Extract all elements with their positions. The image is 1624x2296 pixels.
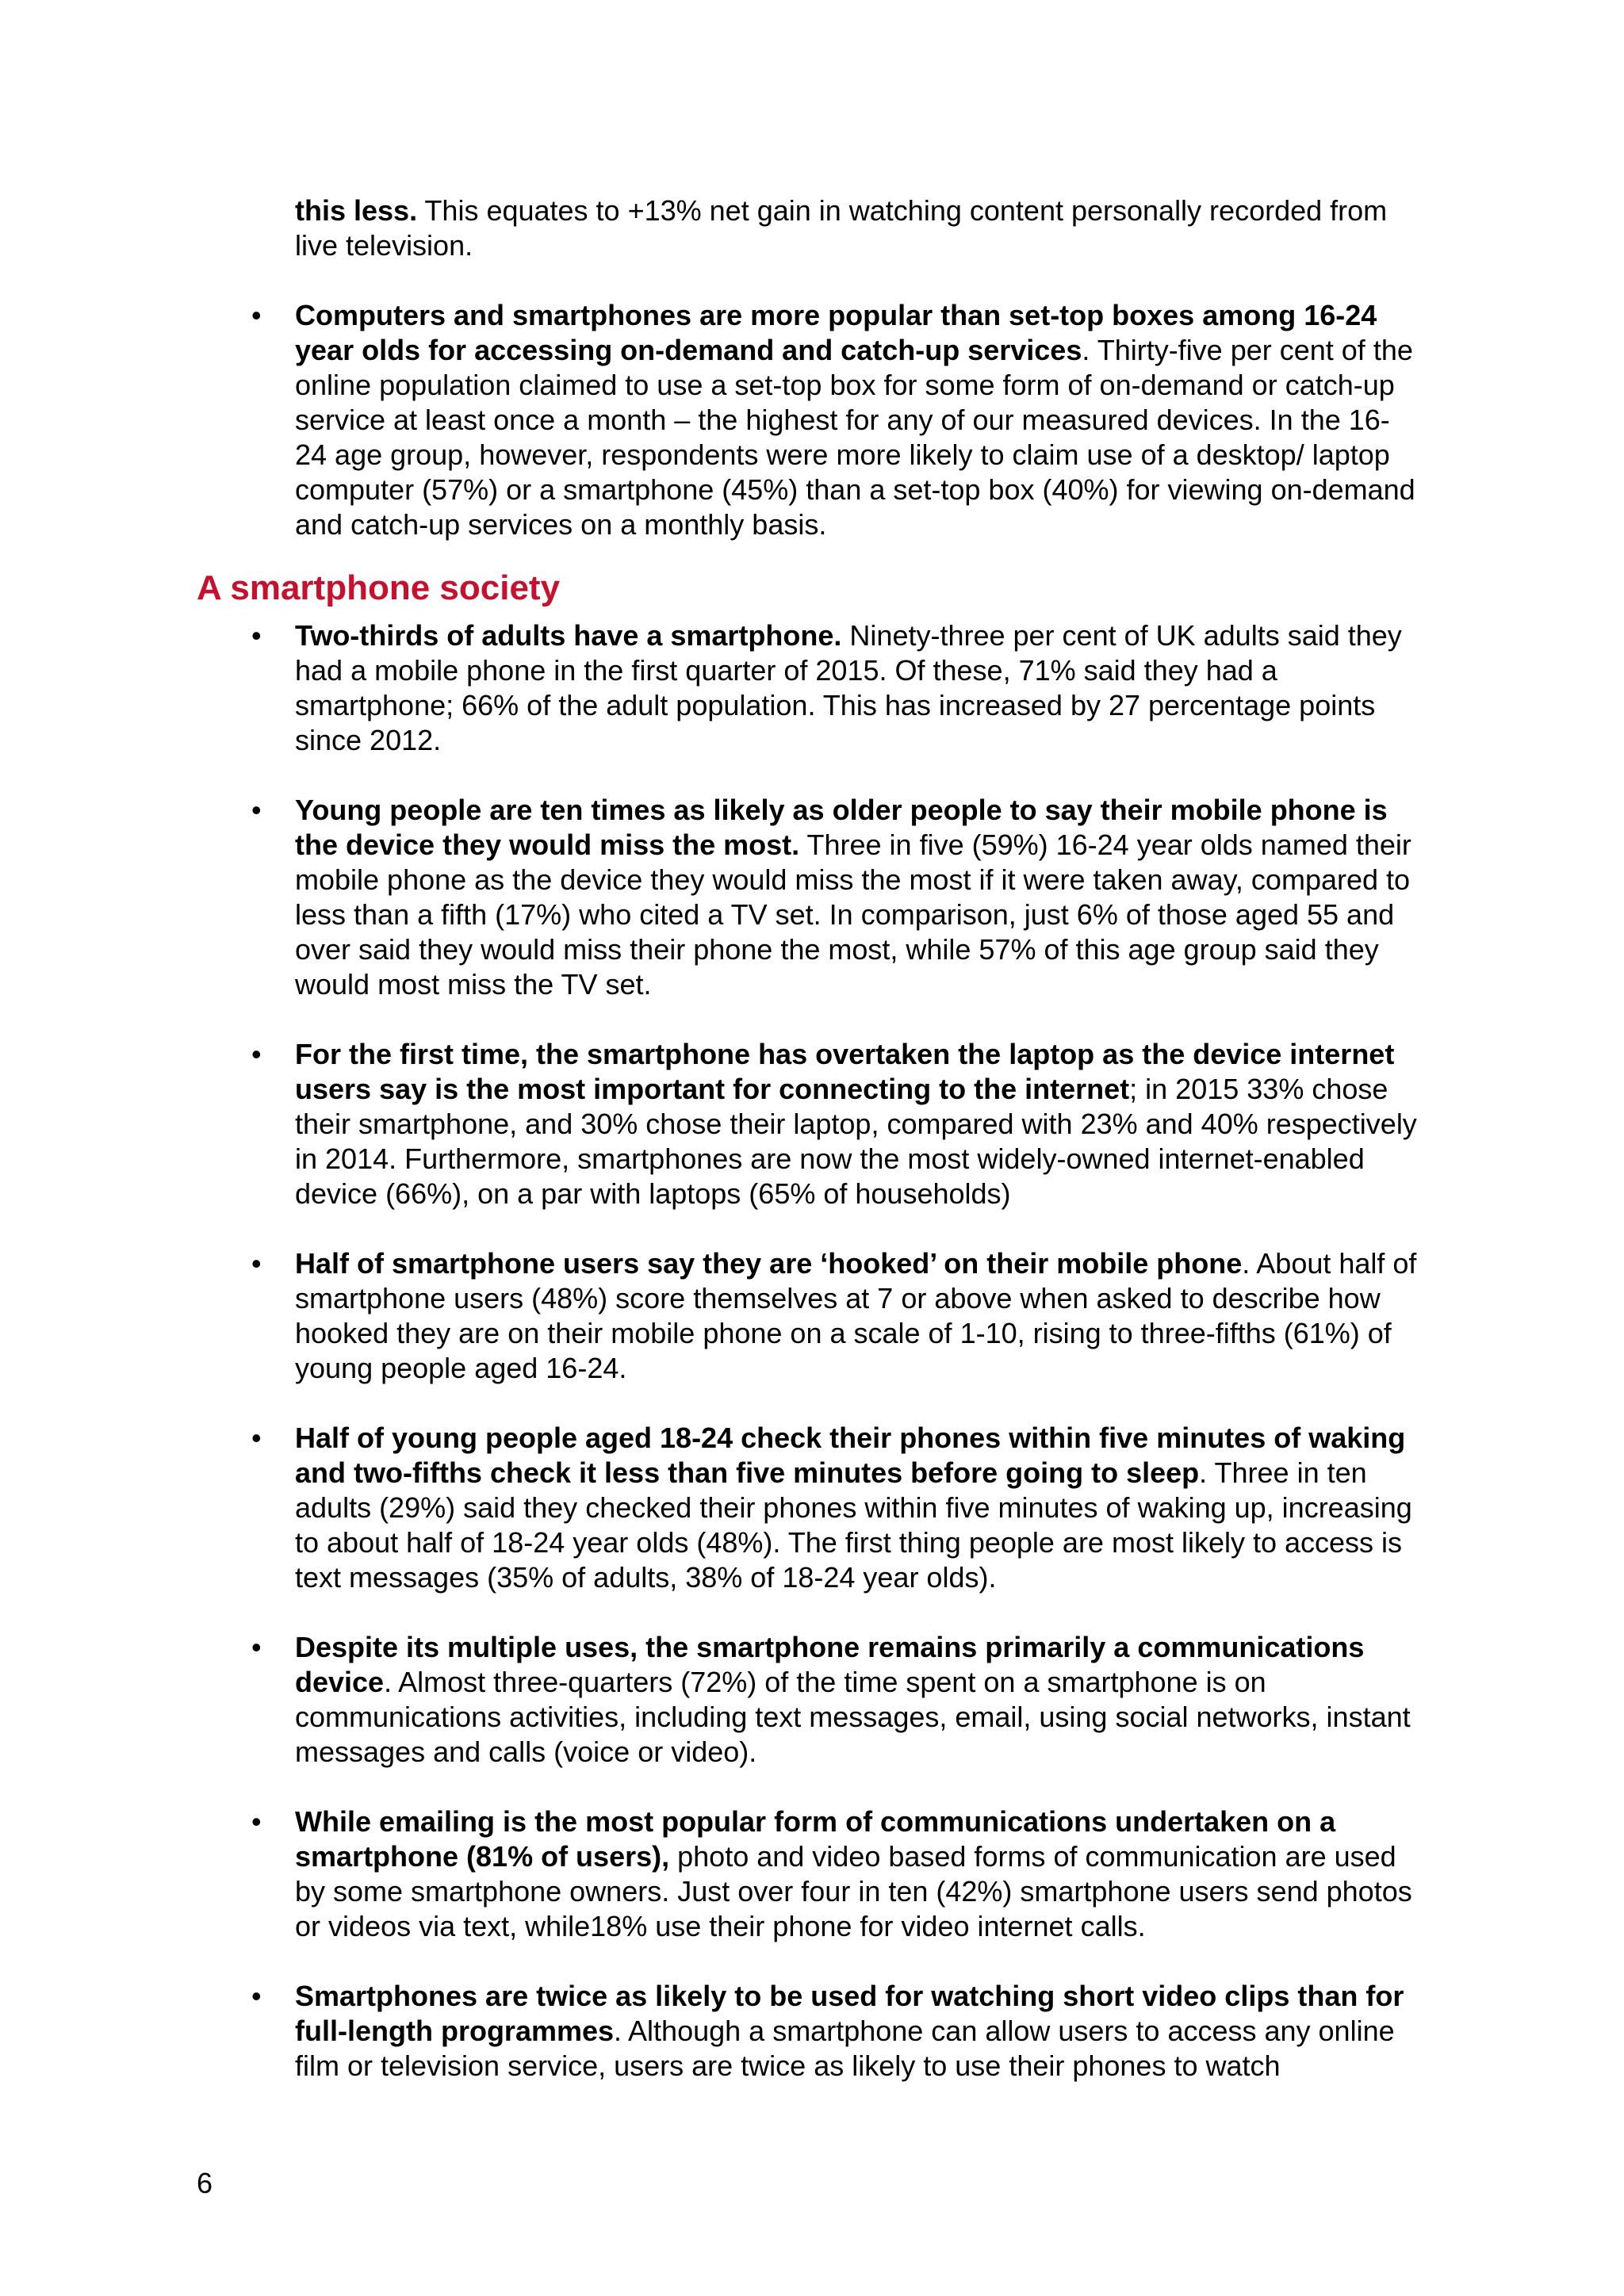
bullet-list-smartphone (0, 618, 1624, 2084)
bullet-text: . Although a smartphone can allow users to access any online film or television service, users are twice as likely to use their phones to watch (295, 2015, 1395, 2082)
bullet-bold: Computers and smartphones are more popular than set-top boxes among 16-24 year olds for accessing on-demand and catch-up services (295, 299, 1377, 366)
bullet-icon: • (251, 1631, 262, 1663)
page-content (0, 193, 1624, 2118)
intro-paragraph (295, 193, 1421, 263)
bullet-item (251, 1421, 1421, 1595)
bullet-list-devices (0, 298, 1624, 542)
bullet-bold: Despite its multiple uses, the smartphone remains primarily a communications device (295, 1631, 1365, 1698)
bullet-text: . Thirty-five per cent of the online population claimed to use a set-top box for some form of on-demand or catch-up service at least once a month – the highest for any of our measured devices. In the 16-24 age group, however, respondents were more likely to claim use of a desktop/ laptop computer (57%) or a smartphone (45%) than a set-top box (40%) for viewing on-demand and catch-up services on a monthly basis. (295, 334, 1415, 541)
bullet-text: . About half of smartphone users (48%) score themselves at 7 or above when asked to describe how hooked they are on their mobile phone on a scale of 1-10, rising to three-fifths (61%) of young people aged 16-24. (295, 1247, 1417, 1384)
bullet-icon: • (251, 1805, 262, 1838)
bullet-text: . Almost three-quarters (72%) of the time spent on a smartphone is on communications activities, including text messages, email, using social networks, instant messages and calls (voice or video). (295, 1666, 1411, 1768)
bullet-item (251, 1979, 1421, 2084)
intro-bold: this less. (295, 194, 418, 227)
bullet-bold: Half of smartphone users say they are ‘hooked’ on their mobile phone (295, 1247, 1243, 1280)
page-number: 6 (197, 2167, 213, 2199)
bullet-item (251, 298, 1421, 542)
bullet-bold: Young people are ten times as likely as older people to say their mobile phone is the device they would miss the most. (295, 794, 1388, 861)
bullet-bold: Smartphones are twice as likely to be used for watching short video clips than for full-length programmes (295, 1980, 1404, 2047)
bullet-bold: For the first time, the smartphone has overtaken the laptop as the device internet users say is the most important for connecting to the internet (295, 1038, 1395, 1105)
bullet-bold: Half of young people aged 18-24 check their phones within five minutes of waking and two-fifths check it less than five minutes before going to sleep (295, 1422, 1406, 1489)
intro-text: This equates to +13% net gain in watching content personally recorded from live television. (295, 194, 1388, 262)
section-heading: A smartphone society (197, 568, 561, 607)
bullet-text: photo and video based forms of communication are used by some smartphone owners. Just over four in ten (42%) smartphone users send photos or videos via text, while18% use their phone for video internet calls. (295, 1840, 1412, 1942)
bullet-text: ; in 2015 33% chose their smartphone, and 30% chose their laptop, compared with 23% and 40% respectively in 2014. Furthermore, smartphones are now the most widely-owned internet-enabled device (66%), on a par with laptops (65% of households) (295, 1073, 1417, 1210)
bullet-text: Ninety-three per cent of UK adults said they had a mobile phone in the first quarter of 2015. Of these, 71% said they had a smartphone; 66% of the adult population. This has increased by 27 percentage points since 2012. (295, 619, 1402, 756)
bullet-icon: • (251, 1422, 262, 1454)
bullet-item (251, 1804, 1421, 1944)
bullet-text: . Three in ten adults (29%) said they checked their phones within five minutes of waking up, increasing to about half of 18-24 year olds (48%). The first thing people are most likely to access is text messages (35% of adults, 38% of 18-24 year olds). (295, 1456, 1412, 1594)
bullet-icon: • (251, 619, 262, 652)
bullet-icon: • (251, 1980, 262, 2012)
bullet-icon: • (251, 794, 262, 826)
bullet-item (251, 793, 1421, 1002)
bullet-icon: • (251, 299, 262, 331)
bullet-item (251, 1037, 1421, 1211)
bullet-icon: • (251, 1247, 262, 1280)
bullet-bold: While emailing is the most popular form of communications undertaken on a smartphone (81% of users), (295, 1805, 1336, 1873)
bullet-icon: • (251, 1038, 262, 1070)
bullet-item (251, 1246, 1421, 1386)
bullet-item (251, 1630, 1421, 1770)
bullet-text: Three in five (59%) 16-24 year olds named their mobile phone as the device they would miss the most if it were taken away, compared to less than a fifth (17%) who cited a TV set. In comparison, just 6% of those aged 55 and over said they would miss their phone the most, while 57% of this age group said they would most miss the TV set. (295, 828, 1411, 1001)
bullet-item (251, 618, 1421, 758)
bullet-bold: Two-thirds of adults have a smartphone. (295, 619, 842, 652)
